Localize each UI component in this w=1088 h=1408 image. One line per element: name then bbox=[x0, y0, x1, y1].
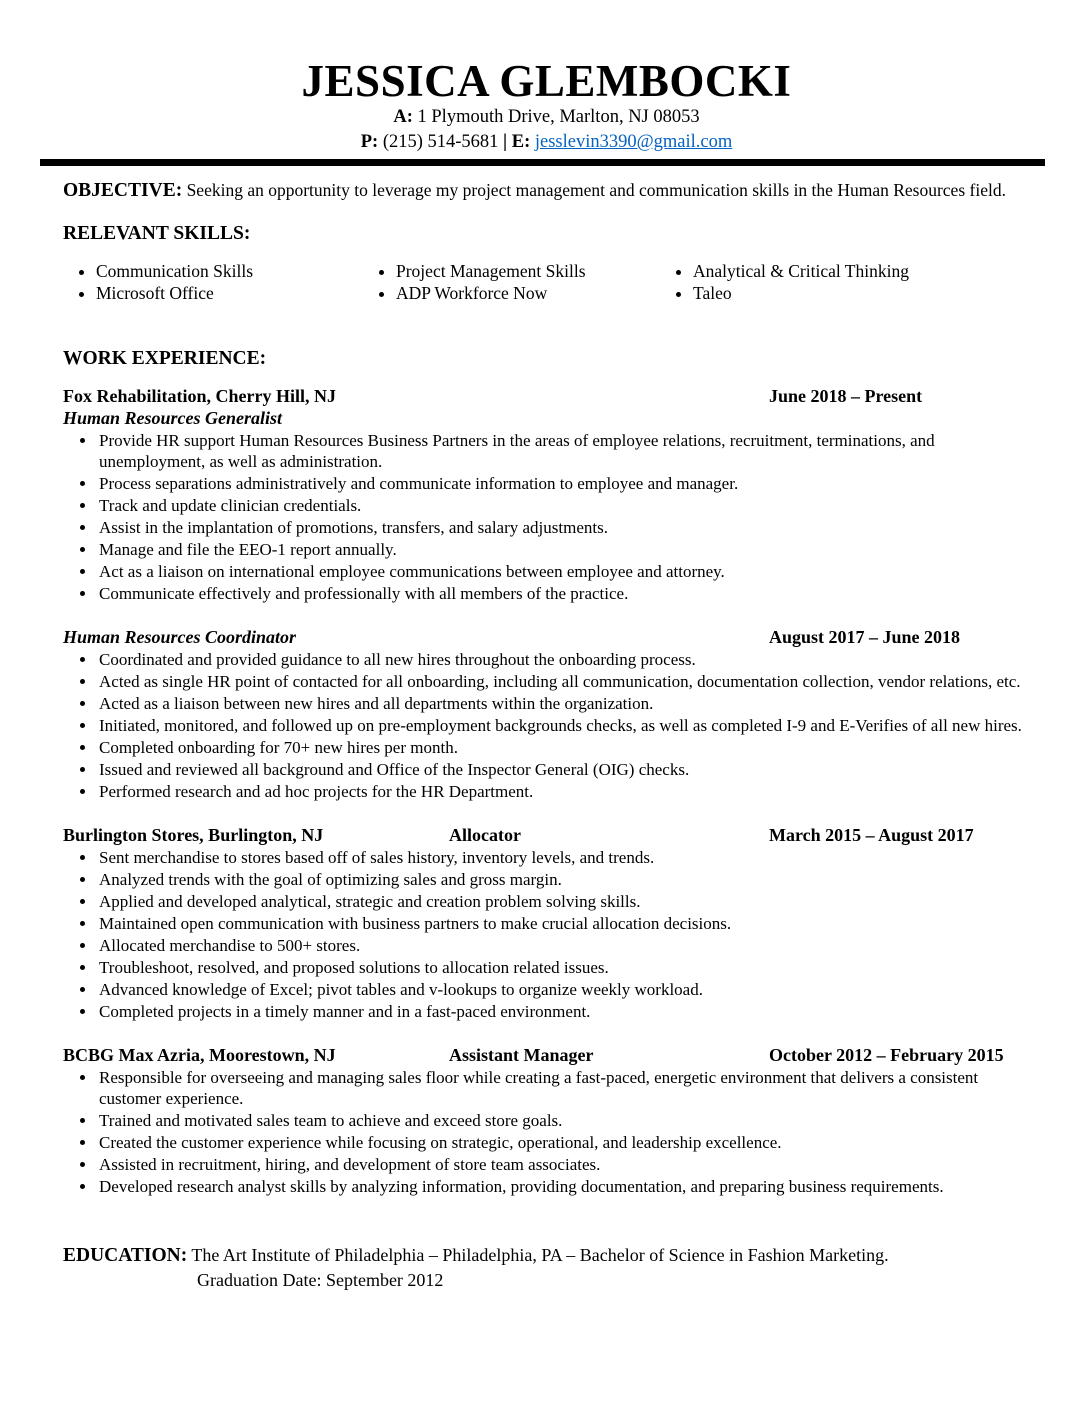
job-header-row bbox=[63, 1044, 1030, 1066]
skill-item: • Project Management Skills bbox=[396, 260, 586, 282]
job-title: Allocator bbox=[449, 825, 521, 846]
skills-grid bbox=[63, 260, 1030, 308]
person-name: JESSICA GLEMBOCKI bbox=[301, 56, 792, 106]
job-bullet: • Applied and developed analytical, strategic and creation problem solving skills. bbox=[97, 891, 1030, 912]
skills-heading: RELEVANT SKILLS: bbox=[63, 223, 251, 245]
address-line bbox=[63, 105, 1030, 130]
job-bullet: • Manage and file the EEO-1 report annually. bbox=[97, 539, 1030, 560]
header-divider-rule bbox=[40, 159, 1045, 166]
phone-label: P: bbox=[360, 132, 379, 153]
job-header-row bbox=[63, 824, 1030, 846]
education-section bbox=[63, 1243, 1030, 1292]
graduation-date: Graduation Date: September 2012 bbox=[197, 1270, 444, 1291]
job-title: Assistant Manager bbox=[449, 1045, 594, 1066]
skill-item: • Taleo bbox=[693, 282, 909, 304]
job-bullet: • Responsible for overseeing and managing sales floor while creating a fast-paced, energetic environment that delivers a consistent customer experience. bbox=[97, 1067, 1030, 1109]
job-bullet-list bbox=[63, 847, 1030, 1022]
job-bullet: • Troubleshoot, resolved, and proposed solutions to allocation related issues. bbox=[97, 957, 1030, 978]
job-bullet: • Issued and reviewed all background and Office of the Inspector General (OIG) checks. bbox=[97, 759, 1030, 780]
resume-header bbox=[63, 58, 1030, 166]
job-company: Fox Rehabilitation, Cherry Hill, NJ bbox=[63, 386, 336, 407]
job-bullet: • Advanced knowledge of Excel; pivot tables and v-lookups to organize weekly workload. bbox=[97, 979, 1030, 1000]
job-header-row bbox=[63, 385, 1030, 407]
job-bullet: • Coordinated and provided guidance to all new hires throughout the onboarding process. bbox=[97, 649, 1030, 670]
job-bullet: • Completed onboarding for 70+ new hires per month. bbox=[97, 737, 1030, 758]
skill-item: • Microsoft Office bbox=[96, 282, 253, 304]
objective-text: Seeking an opportunity to leverage my project management and communication skills in the Human Resources field. bbox=[186, 180, 1006, 201]
contact-separator: | bbox=[503, 132, 508, 153]
job-bullet: • Act as a liaison on international employee communications between employee and attorney. bbox=[97, 561, 1030, 582]
job-title: Human Resources Generalist bbox=[63, 408, 283, 429]
education-line bbox=[63, 1243, 1030, 1268]
job-dates: March 2015 – August 2017 bbox=[769, 825, 974, 846]
job-bullet: • Allocated merchandise to 500+ stores. bbox=[97, 935, 1030, 956]
job-bullet: • Completed projects in a timely manner and in a fast-paced environment. bbox=[97, 1001, 1030, 1022]
job-dates: October 2012 – February 2015 bbox=[769, 1045, 1004, 1066]
skill-item: • Analytical & Critical Thinking bbox=[693, 260, 909, 282]
skills-column-1 bbox=[63, 260, 253, 304]
job-bullet: • Assist in the implantation of promotions, transfers, and salary adjustments. bbox=[97, 517, 1030, 538]
job-bullet: • Analyzed trends with the goal of optimizing sales and gross margin. bbox=[97, 869, 1030, 890]
job-bullet: • Initiated, monitored, and followed up on pre-employment backgrounds checks, as well as completed I-9 and E-Verifies of all new hires. bbox=[97, 715, 1030, 736]
email-label: E: bbox=[511, 132, 531, 153]
address-text: 1 Plymouth Drive, Marlton, NJ 08053 bbox=[417, 107, 700, 128]
job-bullet-list bbox=[63, 649, 1030, 802]
job-bullet: • Acted as single HR point of contacted for all onboarding, including all communication, documentation collection, vendor relations, etc. bbox=[97, 671, 1030, 692]
education-label: EDUCATION: bbox=[63, 1245, 188, 1267]
job-title: Human Resources Coordinator bbox=[63, 627, 297, 648]
job-bullet: • Communicate effectively and professionally with all members of the practice. bbox=[97, 583, 1030, 604]
job-dates: June 2018 – Present bbox=[769, 386, 923, 407]
job-bullet-list bbox=[63, 430, 1030, 604]
job-bullet: • Trained and motivated sales team to achieve and exceed store goals. bbox=[97, 1110, 1030, 1131]
job-bullet: • Sent merchandise to stores based off of sales history, inventory levels, and trends. bbox=[97, 847, 1030, 868]
job-bullet: • Track and update clinician credentials. bbox=[97, 495, 1030, 516]
phone-text: (215) 514-5681 bbox=[382, 132, 499, 153]
phone-email-line bbox=[63, 130, 1030, 155]
jobs-list bbox=[63, 385, 1030, 1197]
job-bullet: • Performed research and ad hoc projects for the HR Department. bbox=[97, 781, 1030, 802]
job-bullet: • Acted as a liaison between new hires and all departments within the organization. bbox=[97, 693, 1030, 714]
objective-label: OBJECTIVE: bbox=[63, 180, 183, 202]
job-bullet: • Maintained open communication with business partners to make crucial allocation decisions. bbox=[97, 913, 1030, 934]
skill-item: • Communication Skills bbox=[96, 260, 253, 282]
job-header-row bbox=[63, 626, 1030, 648]
education-text: The Art Institute of Philadelphia – Philadelphia, PA – Bachelor of Science in Fashion Marketing. bbox=[191, 1245, 889, 1266]
job-bullet-list bbox=[63, 1067, 1030, 1197]
job-bullet: • Developed research analyst skills by analyzing information, providing documentation, and preparing business requirements. bbox=[97, 1176, 1030, 1197]
job-company: Burlington Stores, Burlington, NJ bbox=[63, 825, 324, 846]
objective-section bbox=[63, 178, 1030, 203]
skills-column-3 bbox=[656, 260, 909, 304]
job-bullet: • Process separations administratively and communicate information to employee and manager. bbox=[97, 473, 1030, 494]
job-bullet: • Created the customer experience while focusing on strategic, operational, and leadership excellence. bbox=[97, 1132, 1030, 1153]
work-experience-heading: WORK EXPERIENCE: bbox=[63, 348, 267, 370]
job-bullet: • Assisted in recruitment, hiring, and development of store team associates. bbox=[97, 1154, 1030, 1175]
job-burlington-allocator bbox=[63, 824, 1030, 1022]
address-label: A: bbox=[393, 107, 413, 128]
skills-column-2 bbox=[363, 260, 586, 304]
email-link[interactable]: jesslevin3390@gmail.com bbox=[534, 132, 733, 153]
job-fox-rehabilitation-coordinator bbox=[63, 626, 1030, 802]
job-bcbg-assistant-manager bbox=[63, 1044, 1030, 1197]
job-bullet: • Provide HR support Human Resources Business Partners in the areas of employee relations, recruitment, terminations, and unemployment, as well as administration. bbox=[97, 430, 1030, 472]
job-fox-rehabilitation-generalist bbox=[63, 385, 1030, 604]
skill-item: • ADP Workforce Now bbox=[396, 282, 586, 304]
job-dates: August 2017 – June 2018 bbox=[769, 627, 961, 648]
job-company: BCBG Max Azria, Moorestown, NJ bbox=[63, 1045, 336, 1066]
